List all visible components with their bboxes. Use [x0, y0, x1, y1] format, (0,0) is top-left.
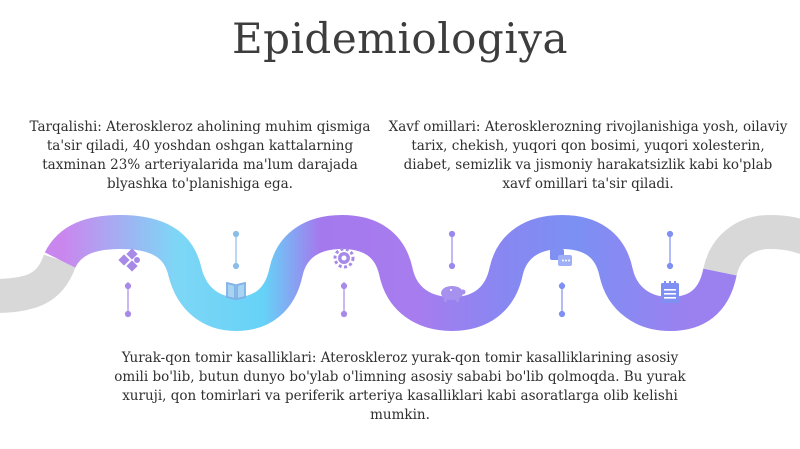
- pin-6: [668, 232, 673, 269]
- pin-2: [234, 232, 239, 269]
- book-icon: [227, 283, 245, 299]
- prevalence-text: Tarqalishi: Ateroskleroz aholining muhim qismiga ta'sir qiladi, 40 yoshdan oshgan kattalarning taxminan 23% arteriyalarida ma'lum darajada blyashka to'planishiga ega.: [29, 119, 371, 192]
- notepad-icon: [661, 281, 679, 303]
- wave-right-tail: [720, 232, 800, 272]
- pin-5: [560, 282, 565, 317]
- puzzle-icon: [118, 248, 140, 271]
- wave-body: [60, 232, 720, 314]
- wave-left-tail: [0, 260, 60, 296]
- chat-icon: [550, 249, 572, 266]
- gear-icon: [335, 249, 353, 267]
- pin-4: [450, 232, 455, 269]
- risk-factors-text: Xavf omillari: Aterosklerozning rivojlanishiga yosh, oilaviy tarix, chekish, yuqori qon bosimi, yuqori xolesterin, diabet, semizlik va jismoniy harakatsizlik kabi ko'plab xavf omillari ta'sir qiladi.: [388, 119, 788, 192]
- pin-1: [126, 282, 131, 317]
- cardiovascular-text: Yurak-qon tomir kasalliklari: Ateroskleroz yurak-qon tomir kasalliklarining asosiy omili bo'lib, butun dunyo bo'ylab o'limning asosiy sababi bo'lib qolmoqda. Bu yurak xuruji, qon tomirlari va periferik arteriya kasalliklari kabi asoratlarga olib kelishi mumkin.: [114, 350, 686, 423]
- pin-3: [342, 282, 347, 317]
- page-title: Epidemiologiya: [231, 14, 569, 63]
